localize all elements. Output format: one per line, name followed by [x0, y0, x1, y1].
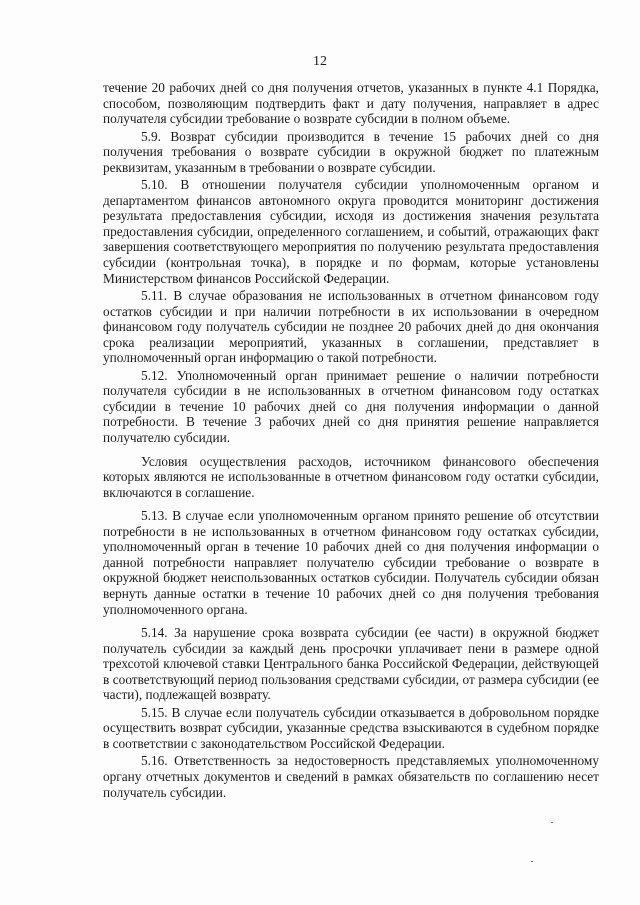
paragraph-5-9: 5.9. Возврат субсидии производится в течение 15 рабочих дней со дня получения требования о возврате субсидии в окружной бюджет по платежным реквизитам, указанным в требовании о возврате субсидии.: [103, 128, 599, 175]
paragraph-5-15: 5.15. В случае если получатель субсидии отказывается в добровольном порядке осуществить возврат субсидии, указанные средства взыскиваются в судебном порядке в соответствии с законодательством Российской Федерации.: [103, 704, 599, 751]
paragraph-5-14: 5.14. За нарушение срока возврата субсидии (ее части) в окружной бюджет получатель субсидии за каждый день просрочки уплачивает пени в размере одной трехсотой ключевой ставки Центрального банка Российской Федерации, действующей в соответствующий период пользования средствами субсидии, от размера субсидии (ее части), подлежащей возврату.: [103, 625, 599, 703]
paragraph-5-11: 5.11. В случае образования не использованных в отчетном финансовом году остатков субсидии и при наличии потребности в их использовании в очередном финансовом году получатель субсидии не позднее 20 рабочих дней до дня окончания срока реализации мероприятий, указанных в соглашении, представляет в уполномоченный орган информацию о такой потребности.: [103, 288, 599, 366]
paragraph-5-12: 5.12. Уполномоченный орган принимает решение о наличии потребности получателя субсидии в не использованных в отчетном финансовом году остатках субсидии в течение 10 рабочих дней со дня получения информации о данной потребности. В течение 3 рабочих дней со дня принятия решение направляется получателю субсидии.: [103, 367, 599, 446]
paragraph-continuation: течение 20 рабочих дней со дня получения отчетов, указанных в пункте 4.1 Порядка, способом, позволяющим подтвердить факт и дату получения, направляет в адрес получателя субсидии требование о возврате субсидии в полном объеме.: [103, 80, 599, 127]
paragraph-5-10: 5.10. В отношении получателя субсидии уполномоченным органом и департаментом финансов автономного округа проводится мониторинг достижения результата предоставления субсидии, исходя из достижения значения результата предоставления субсидии, определенного соглашением, и событий, отражающих факт завершения соответствующего мероприятия по получению результата предоставления субсидии (контрольная точка), в порядке и по формам, которые установлены Министерством финансов Российской Федерации.: [103, 177, 599, 286]
scan-speck: [551, 822, 553, 823]
page-number: 12: [313, 54, 327, 69]
document-body: [103, 80, 599, 800]
paragraph-conditions: Условия осуществления расходов, источником финансового обеспечения которых являются не использованные в отчетном финансовом году остатки субсидии, включаются в соглашение.: [103, 453, 599, 500]
scan-speck: [531, 861, 533, 862]
paragraph-5-16: 5.16. Ответственность за недостоверность представляемых уполномоченному органу отчетных документов и сведений в рамках обязательств по соглашению несет получатель субсидии.: [103, 753, 599, 800]
paragraph-5-13: 5.13. В случае если уполномоченным органом принято решение об отсутствии потребности в не использованных в отчетном финансовом году остатках субсидии, уполномоченный орган в течение 10 рабочих дней со дня получения информации о данной потребности направляет получателю субсидии требование о возврате в окружной бюджет неиспользованных остатков субсидии. Получатель субсидии обязан вернуть данные остатки в течение 10 рабочих дней со дня получения требования уполномоченного органа.: [103, 508, 599, 617]
